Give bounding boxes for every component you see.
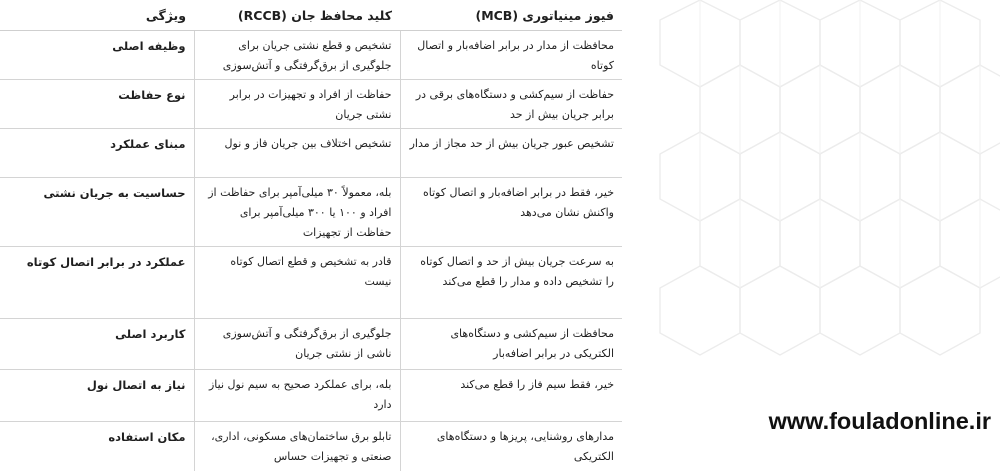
header-mcb: فیوز مینیاتوری (MCB) <box>400 0 622 31</box>
table-row <box>0 178 622 247</box>
table-row <box>0 129 622 178</box>
cell-mcb: خیر، فقط در برابر اضافه‌بار و اتصال کوتاه واکنش نشان می‌دهد <box>400 178 622 247</box>
cell-feature: کاربرد اصلی <box>0 319 194 370</box>
header-feature: ویژگی <box>0 0 194 31</box>
cell-mcb: محافظت از مدار در برابر اضافه‌بار و اتصال کوتاه <box>400 31 622 80</box>
cell-rccb: بله، برای عملکرد صحیح به سیم نول نیاز دارد <box>194 370 400 422</box>
cell-rccb: تشخیص و قطع نشتی جریان برای جلوگیری از برق‌گرفتگی و آتش‌سوزی <box>194 31 400 80</box>
cell-feature: عملکرد در برابر اتصال کوتاه <box>0 247 194 319</box>
cell-rccb: جلوگیری از برق‌گرفتگی و آتش‌سوزی ناشی از نشتی جریان <box>194 319 400 370</box>
cell-rccb: تابلو برق ساختمان‌های مسکونی، اداری، صنعتی و تجهیزات حساس <box>194 422 400 471</box>
cell-feature: وظیفه اصلی <box>0 31 194 80</box>
header-rccb: کلید محافظ جان (RCCB) <box>194 0 400 31</box>
website-watermark: www.fouladonline.ir <box>768 408 991 434</box>
cell-rccb: تشخیص اختلاف بین جریان فاز و نول <box>194 129 400 178</box>
table-row <box>0 80 622 129</box>
cell-rccb: قادر به تشخیص و قطع اتصال کوتاه نیست <box>194 247 400 319</box>
cell-feature: مکان استفاده <box>0 422 194 471</box>
cell-mcb: حفاظت از سیم‌کشی و دستگاه‌های برقی در برابر جریان بیش از حد <box>400 80 622 129</box>
cell-feature: نوع حفاظت <box>0 80 194 129</box>
table-row <box>0 319 622 370</box>
cell-rccb: بله، معمولاً ۳۰ میلی‌آمپر برای حفاظت از افراد و ۱۰۰ یا ۳۰۰ میلی‌آمپر برای حفاظت از تجهیزات <box>194 178 400 247</box>
table-row <box>0 422 622 471</box>
cell-rccb: حفاظت از افراد و تجهیزات در برابر نشتی جریان <box>194 80 400 129</box>
cell-feature: حساسیت به جریان نشتی <box>0 178 194 247</box>
table-row <box>0 370 622 422</box>
table-row <box>0 31 622 80</box>
cell-mcb: مدارهای روشنایی، پریزها و دستگاه‌های الکتریکی <box>400 422 622 471</box>
cell-mcb: به سرعت جریان بیش از حد و اتصال کوتاه را تشخیص داده و مدار را قطع می‌کند <box>400 247 622 319</box>
cell-feature: نیاز به اتصال نول <box>0 370 194 422</box>
cell-mcb: خیر، فقط سیم فاز را قطع می‌کند <box>400 370 622 422</box>
cell-feature: مبنای عملکرد <box>0 129 194 178</box>
cell-mcb: محافظت از سیم‌کشی و دستگاه‌های الکتریکی در برابر اضافه‌بار <box>400 319 622 370</box>
table-header-row <box>0 0 622 31</box>
table-row <box>0 247 622 319</box>
cell-mcb: تشخیص عبور جریان بیش از حد مجاز از مدار <box>400 129 622 178</box>
